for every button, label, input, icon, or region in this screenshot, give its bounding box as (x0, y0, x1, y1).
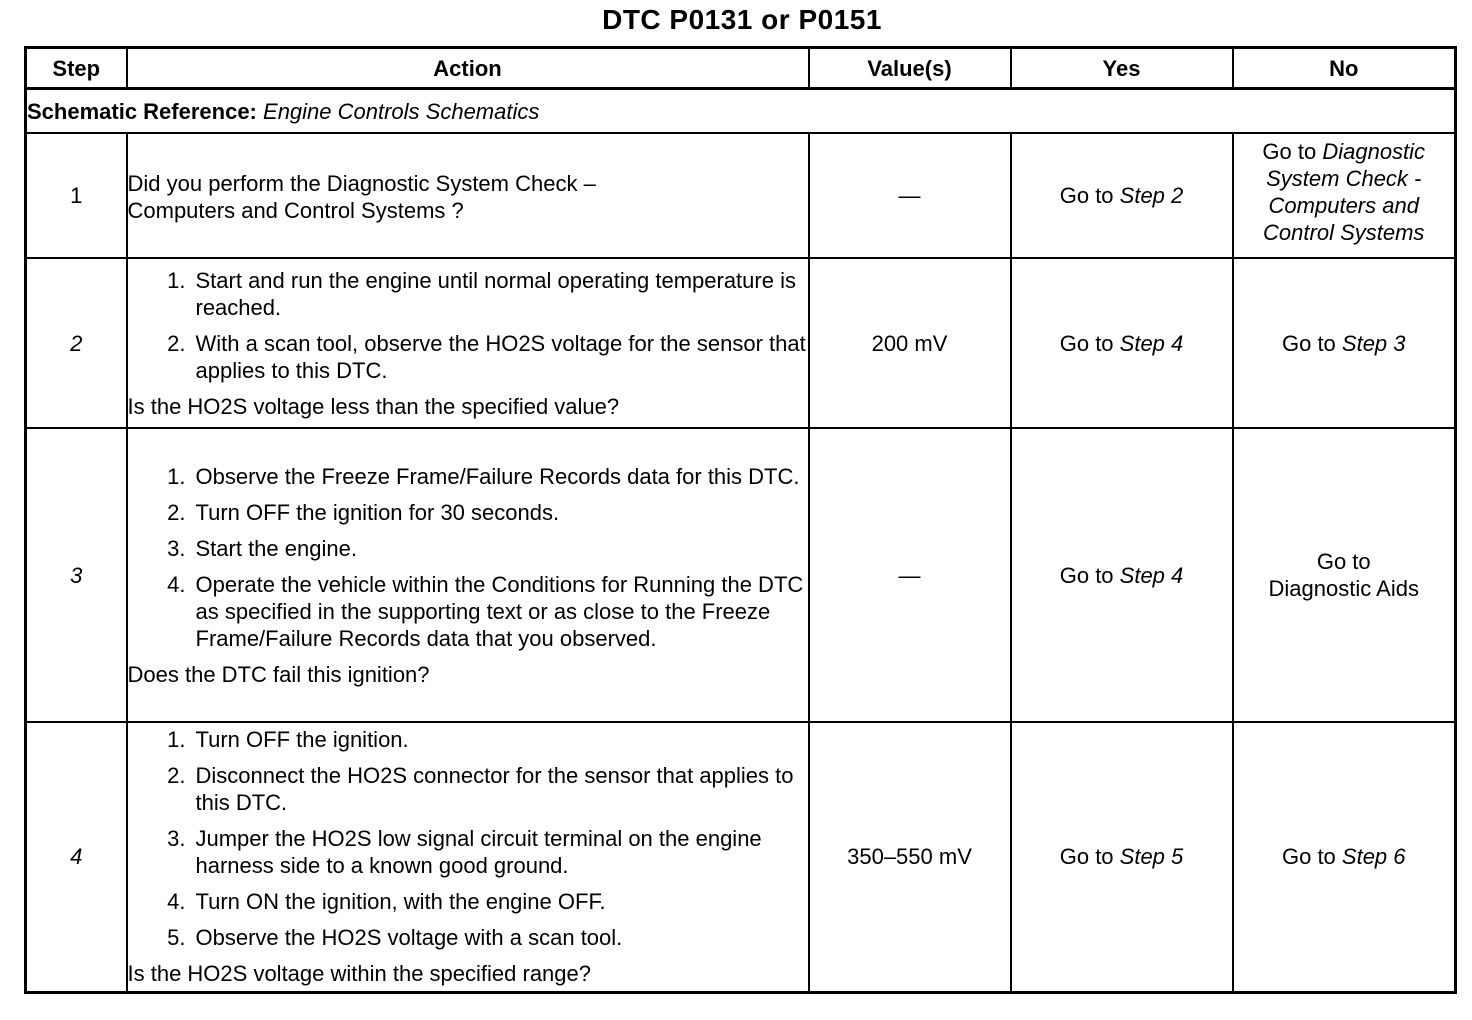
no-cell (1233, 428, 1456, 722)
question-text: Is the HO2S voltage less than the specified value? (127, 393, 620, 419)
list-item: 2. With a scan tool, observe the HO2S voltage for the sensor that applies to this DTC. (167, 330, 806, 383)
step-number: 1 (26, 133, 127, 258)
goto-target: Step 3 (1341, 330, 1406, 356)
schematic-value: Engine Controls Schematics (263, 98, 540, 124)
yes-cell (1011, 428, 1233, 722)
header-values: Value(s) (809, 48, 1011, 89)
step-number: 3 (26, 428, 127, 722)
goto-link (1244, 138, 1444, 246)
goto-target: Diagnostic Aids (1268, 576, 1419, 601)
schematic-row (26, 89, 1456, 134)
goto-link (1282, 844, 1406, 869)
list-item: 5. Observe the HO2S voltage with a scan tool. (167, 925, 623, 951)
question-text: Computers and Control Systems ? (127, 197, 464, 223)
question-text: Is the HO2S voltage within the specified range? (127, 961, 591, 987)
table-row (26, 722, 1456, 992)
table-row (26, 258, 1456, 428)
no-cell (1233, 133, 1456, 258)
goto-target: Step 5 (1119, 844, 1184, 870)
goto-link (1060, 331, 1184, 356)
goto-prefix: Go to (1059, 183, 1120, 208)
list-item: 4. Operate the vehicle within the Conditions for Running the DTC as specified in the supporting text or as close to the Freeze Frame/Failure Records data that you observed. (167, 571, 804, 651)
header-step: Step (26, 48, 127, 89)
page-title: DTC P0131 or P0151 (602, 4, 882, 35)
header-no: No (1233, 48, 1456, 89)
table-row (26, 428, 1456, 722)
goto-prefix: Go to (1281, 330, 1342, 356)
no-cell (1233, 258, 1456, 428)
schematic-label: Schematic Reference: (27, 98, 257, 124)
action-cell (127, 722, 809, 992)
yes-cell (1011, 722, 1233, 992)
diagnostic-table (24, 46, 1457, 994)
action-list (128, 463, 808, 652)
list-item: 1. Start and run the engine until normal operating temperature is reached. (167, 267, 796, 320)
step-number: 2 (26, 258, 127, 428)
goto-target: Diagnostic System Check - Computers and Control Systems (1263, 139, 1426, 245)
table-row (26, 133, 1456, 258)
action-cell (127, 133, 809, 258)
value-cell: 350–550 mV (809, 722, 1011, 992)
list-item: 2. Disconnect the HO2S connector for the sensor that applies to this DTC. (167, 763, 794, 816)
goto-link (1060, 183, 1184, 208)
header-action: Action (127, 48, 809, 89)
goto-target: Step 6 (1341, 844, 1406, 870)
list-item: 3. Start the engine. (167, 535, 357, 561)
header-row (26, 48, 1456, 89)
value-cell: — (809, 428, 1011, 722)
question-text: Did you perform the Diagnostic System Check – (127, 170, 596, 196)
list-item: 1. Turn OFF the ignition. (167, 727, 409, 753)
action-list (128, 726, 808, 951)
goto-link (1060, 844, 1184, 869)
goto-prefix: Go to (1262, 139, 1323, 164)
goto-target: Step 4 (1119, 330, 1184, 356)
question-text: Does the DTC fail this ignition? (127, 661, 430, 687)
yes-cell (1011, 133, 1233, 258)
goto-prefix: Go to (1316, 549, 1371, 574)
value-cell: 200 mV (809, 258, 1011, 428)
goto-target: Step 2 (1119, 183, 1184, 208)
goto-target: Step 4 (1119, 562, 1184, 588)
header-yes: Yes (1011, 48, 1233, 89)
goto-link (1060, 563, 1184, 588)
goto-link (1282, 331, 1406, 356)
goto-prefix: Go to (1059, 844, 1120, 870)
step-number: 4 (26, 722, 127, 992)
value-cell: — (809, 133, 1011, 258)
goto-prefix: Go to (1281, 844, 1342, 870)
schematic-reference (26, 89, 1456, 134)
goto-prefix: Go to (1059, 562, 1120, 588)
yes-cell (1011, 258, 1233, 428)
list-item: 3. Jumper the HO2S low signal circuit terminal on the engine harness side to a known good ground. (167, 826, 762, 879)
no-cell (1233, 722, 1456, 992)
list-item: 4. Turn ON the ignition, with the engine OFF. (167, 889, 606, 915)
goto-prefix: Go to (1059, 330, 1120, 356)
action-list (128, 267, 808, 384)
list-item: 1. Observe the Freeze Frame/Failure Records data for this DTC. (167, 463, 800, 489)
action-cell (127, 428, 809, 722)
list-item: 2. Turn OFF the ignition for 30 seconds. (167, 499, 560, 525)
action-cell (127, 258, 809, 428)
